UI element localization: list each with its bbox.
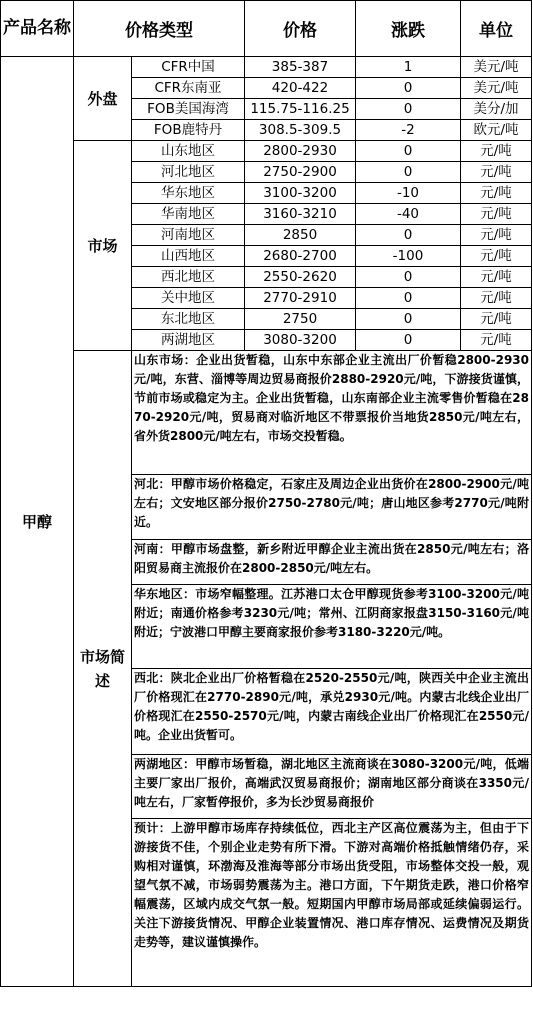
price-type-cell-text: 山西地区	[161, 248, 215, 264]
price-type-cell-text: 东北地区	[161, 311, 215, 327]
summary-text: 山东市场：企业出货暂稳，山东中东部企业主流出厂价暂稳2800-2930元/吨，东营、淄博等周边贸易商报价2880-2920元/吨，下游接货谨慎，节前市场或稳定为主。企业出货暂稳，山东南部企业主流零售价暂稳在2870-2920元/吨，贸易商对临沂地区不带票报价当地货2850元/吨左右，省外货2800元/吨左右，市场交投暂稳。	[132, 351, 532, 475]
price-cell-text: 2850	[282, 227, 318, 243]
change-cell-text: 0	[403, 227, 413, 243]
unit-cell-text: 美分/加	[473, 101, 519, 117]
summary-text: 华东地区：市场窄幅整理。江苏港口太仓甲醇现货参考3100-3200元/吨附近；南通价格参考3230元/吨；常州、江阴商家报盘3150-3160元/吨附近；宁波港口甲醇主要商家报价参考3180-3220元/吨。	[132, 585, 532, 669]
price-cell-text: 2680-2700	[263, 248, 337, 264]
unit-cell-text: 美元/吨	[473, 80, 519, 96]
price-type-cell	[132, 225, 245, 246]
price-type-cell-text: 华东地区	[161, 185, 215, 201]
unit-cell	[461, 309, 532, 330]
unit-cell	[461, 330, 532, 351]
group-summary: 市场简述	[74, 351, 132, 987]
price-cell	[245, 204, 356, 225]
price-cell	[245, 120, 356, 141]
change-cell-text: 0	[403, 101, 413, 117]
price-cell-text: 3100-3200	[263, 185, 337, 201]
change-cell-text: 0	[403, 332, 413, 348]
unit-cell	[461, 183, 532, 204]
price-cell	[245, 78, 356, 99]
price-type-cell-text: 山东地区	[161, 143, 215, 159]
price-type-cell	[132, 267, 245, 288]
unit-cell	[461, 57, 532, 78]
price-cell	[245, 225, 356, 246]
price-type-cell-text: FOB鹿特丹	[153, 122, 223, 138]
unit-cell-text: 元/吨	[480, 269, 512, 285]
price-type-cell-text: 河北地区	[161, 164, 215, 180]
change-cell	[356, 99, 461, 120]
change-cell-text: 0	[403, 143, 413, 159]
unit-cell	[461, 246, 532, 267]
unit-cell	[461, 267, 532, 288]
price-cell-text: 385-387	[271, 59, 329, 75]
price-cell	[245, 162, 356, 183]
price-cell	[245, 288, 356, 309]
change-cell-text: 0	[403, 269, 413, 285]
header-row	[1, 1, 532, 57]
price-cell	[245, 183, 356, 204]
price-type-cell-text: FOB美国海湾	[147, 101, 229, 117]
price-cell-text: 115.75-116.25	[250, 101, 350, 117]
outer-row	[1, 57, 532, 78]
price-type-cell	[132, 246, 245, 267]
unit-cell-text: 元/吨	[480, 206, 512, 222]
unit-cell	[461, 99, 532, 120]
unit-cell	[461, 78, 532, 99]
change-cell	[356, 162, 461, 183]
change-cell-text: -10	[396, 185, 420, 201]
price-cell-text: 308.5-309.5	[258, 122, 342, 138]
price-type-cell	[132, 330, 245, 351]
price-cell	[245, 99, 356, 120]
price-type-cell	[132, 162, 245, 183]
change-cell	[356, 267, 461, 288]
price-cell	[245, 246, 356, 267]
price-type-cell-text: 华南地区	[161, 206, 215, 222]
price-type-cell	[132, 120, 245, 141]
unit-cell	[461, 225, 532, 246]
change-cell-text: -2	[401, 122, 415, 138]
unit-cell-text: 欧元/吨	[473, 122, 519, 138]
change-cell-text: 0	[403, 290, 413, 306]
price-cell-text: 3080-3200	[263, 332, 337, 348]
price-type-cell-text: CFR中国	[161, 59, 215, 75]
summary-row	[1, 351, 532, 475]
change-cell	[356, 309, 461, 330]
change-cell	[356, 183, 461, 204]
change-cell	[356, 330, 461, 351]
price-type-cell	[132, 141, 245, 162]
price-type-cell	[132, 309, 245, 330]
unit-cell-text: 元/吨	[480, 185, 512, 201]
price-cell-text: 2750	[282, 311, 318, 327]
change-cell	[356, 57, 461, 78]
unit-cell	[461, 288, 532, 309]
price-cell-text: 420-422	[271, 80, 329, 96]
price-type-cell-text: 关中地区	[161, 290, 215, 306]
market-row	[1, 141, 532, 162]
price-cell-text: 2750-2900	[263, 164, 337, 180]
price-type-cell	[132, 204, 245, 225]
unit-cell	[461, 162, 532, 183]
change-cell-text: 1	[403, 59, 413, 75]
unit-cell-text: 元/吨	[480, 164, 512, 180]
price-type-cell-text: 河南地区	[161, 227, 215, 243]
header-price-type: 价格类型	[74, 1, 245, 57]
unit-cell	[461, 141, 532, 162]
summary-text: 两湖地区：甲醇市场暂稳，湖北地区主流商谈在3080-3200元/吨，低端主要厂家出厂报价，高端武汉贸易商报价；湖南地区部分商谈在3350元/吨左右，厂家暂停报价，多为长沙贸易商报价	[132, 755, 532, 819]
price-cell	[245, 330, 356, 351]
price-cell-text: 2800-2930	[263, 143, 337, 159]
unit-cell-text: 元/吨	[480, 143, 512, 159]
header-unit: 单位	[461, 1, 532, 57]
change-cell-text: -40	[396, 206, 420, 222]
change-cell-text: 0	[403, 80, 413, 96]
change-cell	[356, 246, 461, 267]
price-cell	[245, 57, 356, 78]
summary-text: 河北：甲醇市场价格稳定，石家庄及周边企业出货价在2800-2900元/吨左右；文安地区部分报价2750-2780元/吨；唐山地区参考2770元/吨附近。	[132, 475, 532, 540]
price-type-cell-text: CFR东南亚	[154, 80, 222, 96]
summary-text: 预计：上游甲醇市场库存持续低位，西北主产区高位震荡为主，但由于下游接货不佳，个别企业走势有所下滑。下游对高端价格抵触情绪仍存，采购相对谨慎，环渤海及淮海等部分市场出货受阻，市场整体交投一般，观望气氛不减，市场弱势震荡为主。港口方面，下午期货走跌，港口价格窄幅震荡，区域内成交气氛一般。短期国内甲醇市场局部或延续偏弱运行。关注下游接货情况、甲醇企业装置情况、港口库存情况、运费情况及期货走势等，建议谨慎操作。	[132, 819, 532, 987]
price-type-cell-text: 西北地区	[161, 269, 215, 285]
unit-cell-text: 元/吨	[480, 227, 512, 243]
price-type-cell-text: 两湖地区	[161, 332, 215, 348]
price-type-cell	[132, 288, 245, 309]
change-cell	[356, 120, 461, 141]
change-cell-text: -100	[392, 248, 424, 264]
price-type-cell	[132, 78, 245, 99]
price-cell	[245, 267, 356, 288]
price-cell-text: 2770-2910	[263, 290, 337, 306]
change-cell	[356, 204, 461, 225]
unit-cell-text: 元/吨	[480, 311, 512, 327]
summary-text: 河南：甲醇市场盘整，新乡附近甲醇企业主流出货在2850元/吨左右；洛阳贸易商主流报价在2800-2850元/吨左右。	[132, 540, 532, 585]
group-outer: 外盘	[74, 57, 132, 141]
change-cell-text: 0	[403, 164, 413, 180]
change-cell	[356, 288, 461, 309]
header-price: 价格	[245, 1, 356, 57]
header-product: 产品名称	[1, 1, 74, 57]
price-type-cell	[132, 99, 245, 120]
price-cell	[245, 141, 356, 162]
price-cell	[245, 309, 356, 330]
price-type-cell	[132, 183, 245, 204]
unit-cell-text: 美元/吨	[473, 59, 519, 75]
unit-cell	[461, 204, 532, 225]
price-cell-text: 2550-2620	[263, 269, 337, 285]
change-cell	[356, 141, 461, 162]
price-type-cell	[132, 57, 245, 78]
group-market: 市场	[74, 141, 132, 351]
header-change: 涨跌	[356, 1, 461, 57]
unit-cell-text: 元/吨	[480, 248, 512, 264]
change-cell	[356, 78, 461, 99]
product-name: 甲醇	[1, 57, 74, 987]
unit-cell-text: 元/吨	[480, 290, 512, 306]
unit-cell	[461, 120, 532, 141]
summary-text: 西北：陕北企业出厂价格暂稳在2520-2550元/吨，陕西关中企业主流出厂价格现汇在2770-2890元/吨，承兑2930元/吨。内蒙古北线企业出厂价格现汇在2550-2570元/吨，内蒙古南线企业出厂价格现汇在2550元/吨。企业出货暂可。	[132, 669, 532, 755]
change-cell	[356, 225, 461, 246]
change-cell-text: 0	[403, 311, 413, 327]
unit-cell-text: 元/吨	[480, 332, 512, 348]
price-cell-text: 3160-3210	[263, 206, 337, 222]
